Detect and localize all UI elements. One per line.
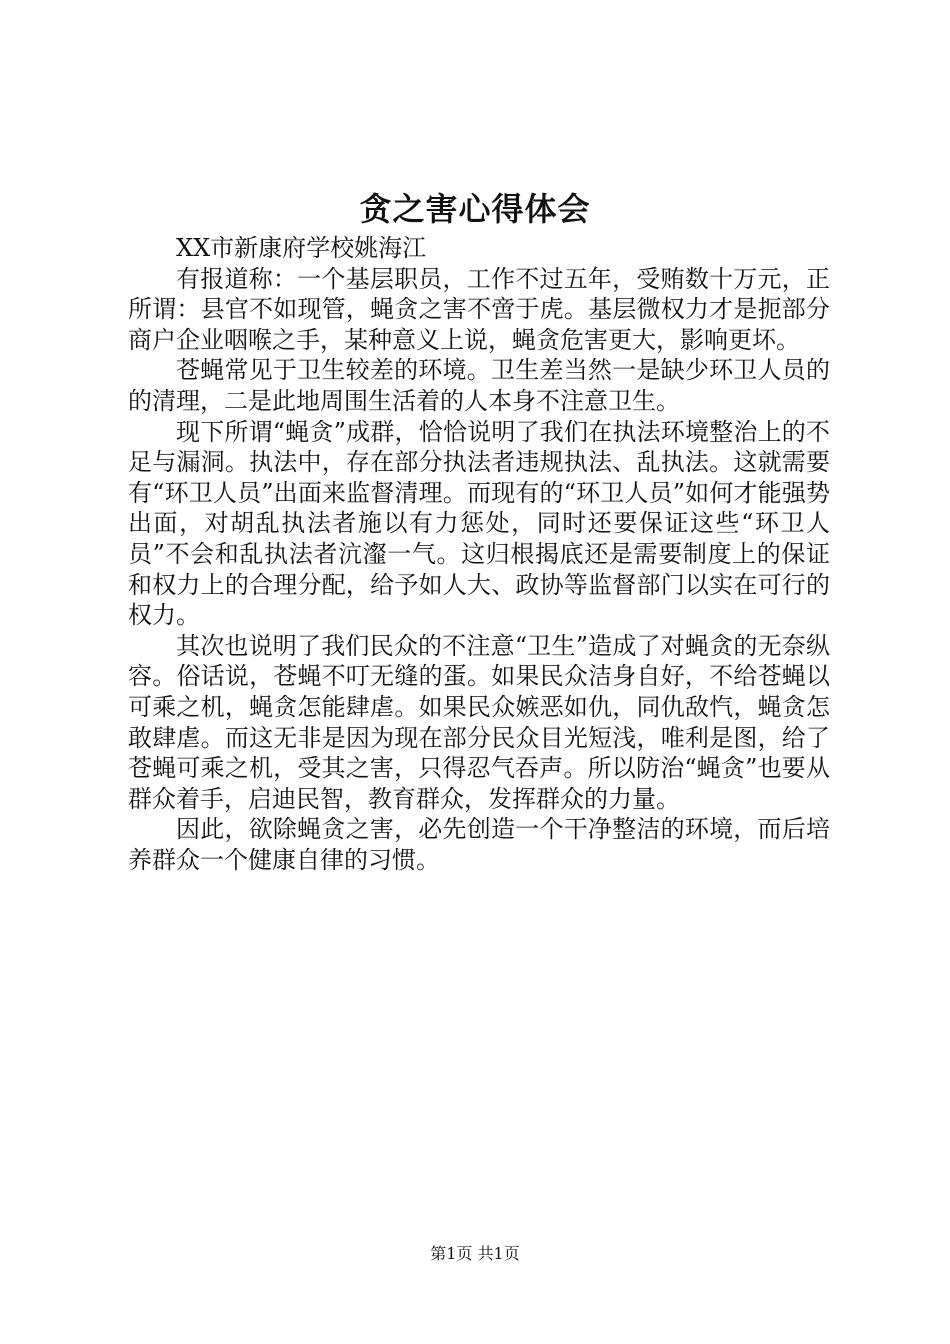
paragraph-4: 其次也说明了我们民众的不注意“卫生”造成了对蝇贪的无奈纵容。俗话说，苍蝇不叮无缝的蛋。如果民众洁身自好，不给苍蝇以可乘之机，蝇贪怎能肆虐。如果民众嫉恶如仇，同仇敌忾，蝇贪怎敢肆虐。而这无非是因为现在部分民众目光短浅，唯利是图，给了苍蝇可乘之机，受其之害，只得忍气吞声。所以防治“蝇贪”也要从群众着手，启迪民智，教育群众，发挥群众的力量。 [128, 631, 830, 813]
document-title: 贪之害心得体会 [359, 190, 591, 228]
paragraph-2: 苍蝇常见于卫生较差的环境。卫生差当然一是缺少环卫人员的的清理，二是此地周围生活着的人本身不注意卫生。 [128, 356, 830, 415]
paragraph-3: 现下所谓“蝇贪”成群，恰恰说明了我们在执法环境整治上的不足与漏洞。执法中，存在部分执法者违规执法、乱执法。这就需要有“环卫人员”出面来监督清理。而现有的“环卫人员”如何才能强势出面，对胡乱执法者施以有力惩处，同时还要保证这些“环卫人员”不会和乱执法者沆瀣一气。这归根揭底还是需要制度上的保证和权力上的合理分配，给予如人大、政协等监督部门以实在可行的权力。 [128, 417, 830, 630]
page-footer: 第1页 共1页 [430, 1244, 520, 1263]
document-body [128, 233, 830, 875]
paragraph-1: 有报道称：一个基层职员，工作不过五年，受贿数十万元，正所谓：县官不如现管，蝇贪之害不啻于虎。基层微权力才是扼部分商户企业咽喉之手，某种意义上说，蝇贪危害更大，影响更坏。 [128, 264, 830, 354]
paragraph-5: 因此，欲除蝇贪之害，必先创造一个干净整洁的环境，而后培养群众一个健康自律的习惯。 [128, 815, 830, 874]
author-line: XX市新康府学校姚海江 [176, 234, 427, 262]
